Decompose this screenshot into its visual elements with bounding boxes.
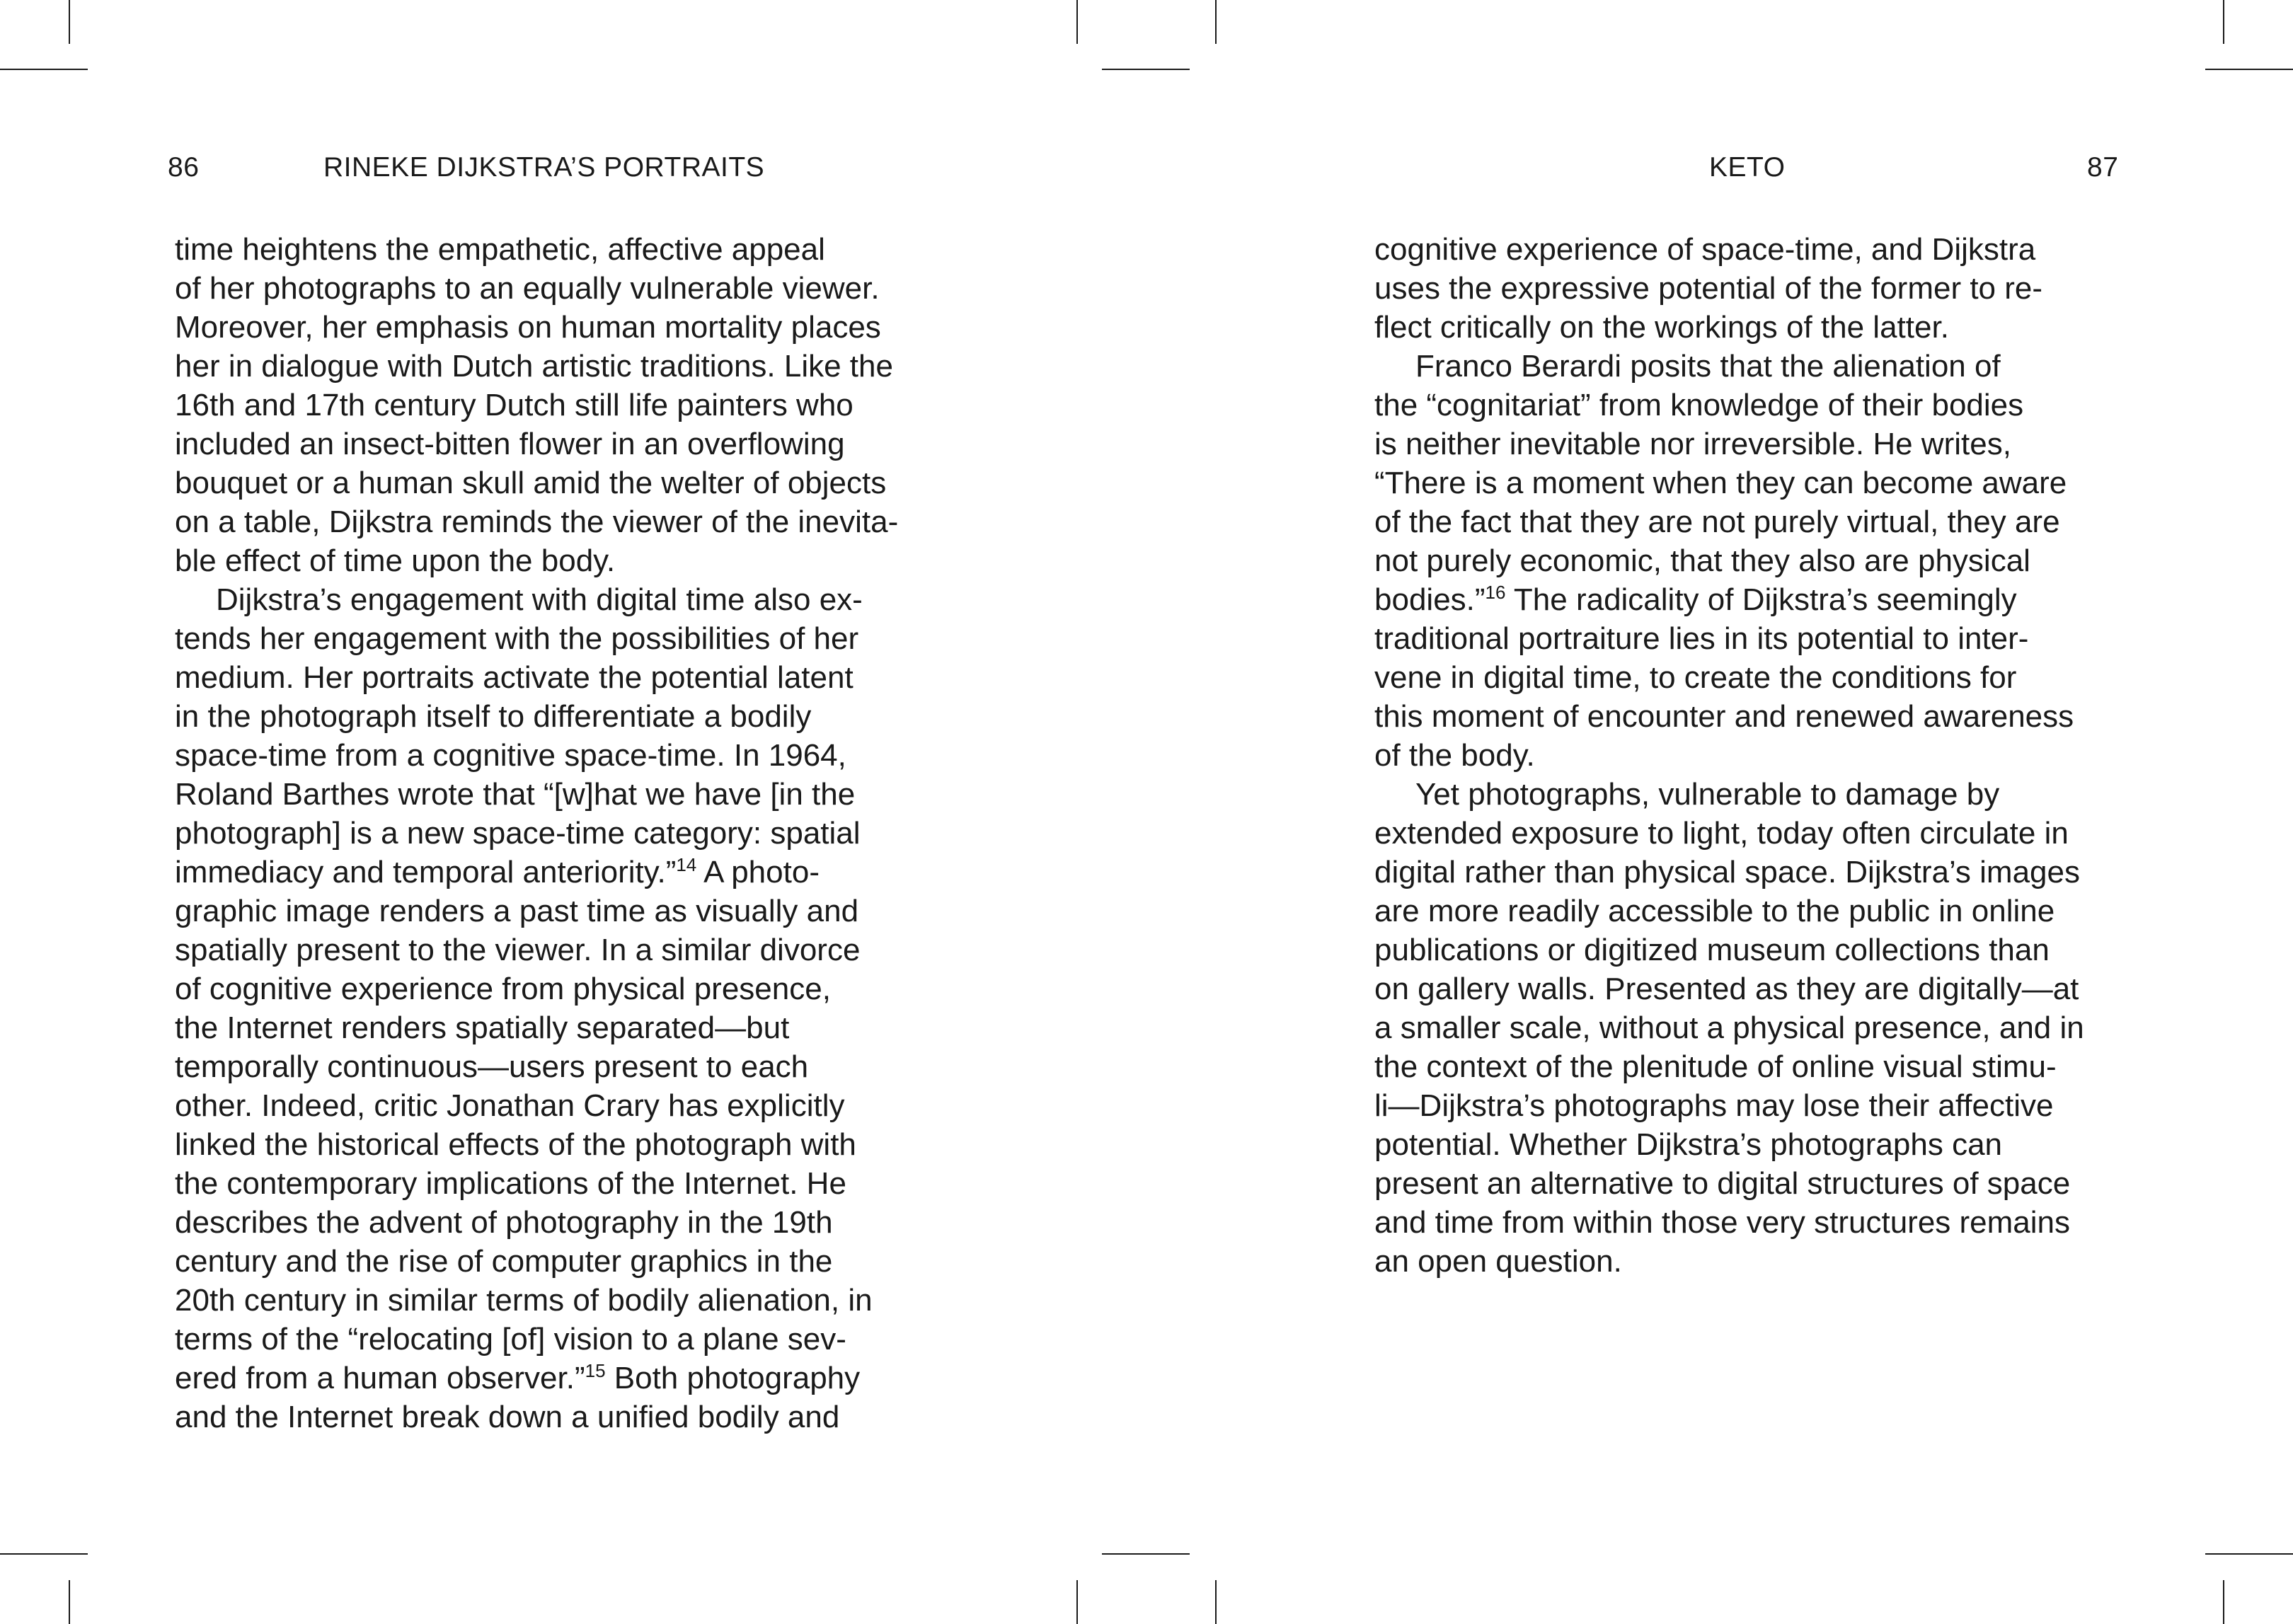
text-line xyxy=(175,853,932,892)
text-line-content: is neither inevitable nor irreversible. He writes, xyxy=(1374,427,2011,461)
text-line xyxy=(175,619,932,658)
text-line-content: ered from a human observer.” xyxy=(175,1361,585,1395)
text-line-content: in the photograph itself to differentiate a bodily xyxy=(175,699,812,734)
text-line-content: are more readily accessible to the public in online xyxy=(1374,894,2055,928)
text-line xyxy=(175,308,932,347)
text-line-content: the “cognitariat” from knowledge of their bodies xyxy=(1374,388,2024,422)
text-line xyxy=(1374,347,2132,386)
text-line xyxy=(1374,269,2132,308)
text-line-content: potential. Whether Dijkstra’s photographs can xyxy=(1374,1127,2003,1162)
text-line-content: space-time from a cognitive space-time. In 1964, xyxy=(175,738,846,773)
text-line xyxy=(175,1398,932,1436)
text-line-continuation: The radicality of Dijkstra’s seemingly xyxy=(1505,582,2017,617)
text-line-content: spatially present to the viewer. In a similar divorce xyxy=(175,933,861,967)
text-line xyxy=(175,502,932,541)
crop-mark xyxy=(1215,0,1217,44)
text-line-continuation: Both photography xyxy=(605,1361,861,1395)
footnote-reference: 15 xyxy=(585,1360,606,1381)
crop-mark xyxy=(1076,0,1078,44)
text-line xyxy=(175,1320,932,1359)
text-line-content: temporally continuous—users present to each xyxy=(175,1049,809,1084)
text-line-content: Moreover, her emphasis on human mortality places xyxy=(175,310,881,345)
text-line-content: uses the expressive potential of the former to re- xyxy=(1374,271,2043,306)
text-line xyxy=(1374,1125,2132,1164)
text-line xyxy=(175,1281,932,1320)
text-line xyxy=(175,541,932,580)
text-line-content: the context of the plenitude of online visual stimu- xyxy=(1374,1049,2057,1084)
text-line-content: “There is a moment when they can become aware xyxy=(1374,466,2067,500)
text-line-content: bouquet or a human skull amid the welter of objects xyxy=(175,466,887,500)
text-line-content: Roland Barthes wrote that “[w]hat we have [in the xyxy=(175,777,856,812)
text-line xyxy=(175,1047,932,1086)
text-line-continuation: A photo- xyxy=(696,855,820,889)
crop-mark xyxy=(0,69,88,70)
text-line-content: terms of the “relocating [of] vision to a plane sev- xyxy=(175,1322,846,1357)
text-line xyxy=(175,814,932,853)
text-line-content: photograph] is a new space-time category: spatial xyxy=(175,816,861,851)
crop-mark xyxy=(2205,1553,2293,1555)
text-line-content: li—Dijkstra’s photographs may lose their affective xyxy=(1374,1088,2054,1123)
crop-mark xyxy=(69,1580,70,1624)
crop-mark xyxy=(69,0,70,44)
text-line xyxy=(175,1242,932,1281)
text-line xyxy=(1374,230,2132,269)
text-line-content: this moment of encounter and renewed awareness xyxy=(1374,699,2074,734)
text-line xyxy=(1374,425,2132,463)
text-line-content: century and the rise of computer graphics in the xyxy=(175,1244,833,1279)
text-line xyxy=(1374,386,2132,425)
text-line-content: publications or digitized museum collections than xyxy=(1374,933,2050,967)
text-line-content: 20th century in similar terms of bodily alienation, in xyxy=(175,1283,873,1318)
text-line xyxy=(175,425,932,463)
text-line xyxy=(175,969,932,1008)
left-page-text xyxy=(175,230,932,1436)
text-line xyxy=(175,1086,932,1125)
text-line xyxy=(175,775,932,814)
right-page-text xyxy=(1374,230,2132,1281)
footnote-reference: 16 xyxy=(1485,582,1506,603)
text-line-content: vene in digital time, to create the conditions for xyxy=(1374,660,2017,695)
right-page-number: 87 xyxy=(2087,152,2119,183)
text-line xyxy=(1374,814,2132,853)
text-line xyxy=(175,736,932,775)
text-line xyxy=(1374,541,2132,580)
text-line xyxy=(1374,658,2132,697)
text-line xyxy=(1374,775,2132,814)
text-line xyxy=(1374,619,2132,658)
text-line-content: bodies.” xyxy=(1374,582,1485,617)
text-line xyxy=(1374,1242,2132,1281)
text-line-content: her in dialogue with Dutch artistic traditions. Like the xyxy=(175,349,893,384)
text-line-content: graphic image renders a past time as visually and xyxy=(175,894,859,928)
text-line xyxy=(1374,1164,2132,1203)
text-line xyxy=(1374,463,2132,502)
text-line-content: ble effect of time upon the body. xyxy=(175,543,616,578)
crop-mark xyxy=(2223,0,2224,44)
text-line xyxy=(175,1203,932,1242)
crop-mark xyxy=(2223,1580,2224,1624)
text-line xyxy=(1374,892,2132,931)
text-line xyxy=(175,658,932,697)
crop-mark xyxy=(1102,1553,1190,1555)
text-line-content: other. Indeed, critic Jonathan Crary has explicitly xyxy=(175,1088,845,1123)
text-line xyxy=(1374,931,2132,969)
text-line-content: extended exposure to light, today often circulate in xyxy=(1374,816,2069,851)
text-line-content: linked the historical effects of the photograph with xyxy=(175,1127,856,1162)
text-line-content: medium. Her portraits activate the potential latent xyxy=(175,660,854,695)
text-line xyxy=(175,1164,932,1203)
text-line xyxy=(1374,580,2132,619)
crop-mark xyxy=(1215,1580,1217,1624)
text-line xyxy=(1374,969,2132,1008)
text-line-content: the contemporary implications of the Internet. He xyxy=(175,1166,846,1201)
crop-mark xyxy=(1076,1580,1078,1624)
text-line-content: an open question. xyxy=(1374,1244,1622,1279)
left-running-head: RINEKE DIJKSTRA’S PORTRAITS xyxy=(323,152,765,183)
text-line-content: not purely economic, that they also are physical xyxy=(1374,543,2030,578)
text-line xyxy=(175,269,932,308)
text-line-content: describes the advent of photography in the 19th xyxy=(175,1205,833,1240)
text-line xyxy=(175,230,932,269)
text-line-content: and the Internet break down a unified bodily and xyxy=(175,1400,840,1434)
text-line-content: Yet photographs, vulnerable to damage by xyxy=(1415,777,2000,812)
text-line xyxy=(175,931,932,969)
text-line-content: the Internet renders spatially separated—but xyxy=(175,1010,790,1045)
text-line-content: of her photographs to an equally vulnerable viewer. xyxy=(175,271,880,306)
text-line xyxy=(1374,1086,2132,1125)
text-line xyxy=(1374,1008,2132,1047)
text-line xyxy=(1374,736,2132,775)
text-line-content: present an alternative to digital structures of space xyxy=(1374,1166,2071,1201)
crop-mark xyxy=(2205,69,2293,70)
text-line-content: included an insect-bitten flower in an overflowing xyxy=(175,427,845,461)
text-line-content: on a table, Dijkstra reminds the viewer of the inevita- xyxy=(175,505,899,539)
text-line xyxy=(1374,1203,2132,1242)
text-line xyxy=(1374,308,2132,347)
text-line xyxy=(1374,1047,2132,1086)
text-line-content: flect critically on the workings of the latter. xyxy=(1374,310,1949,345)
right-running-head: KETO xyxy=(1709,152,1786,183)
text-line xyxy=(1374,853,2132,892)
footnote-reference: 14 xyxy=(676,854,697,875)
text-line-content: on gallery walls. Presented as they are digitally—at xyxy=(1374,972,2079,1006)
text-line xyxy=(175,347,932,386)
text-line-content: of the body. xyxy=(1374,738,1535,773)
text-line-content: cognitive experience of space-time, and Dijkstra xyxy=(1374,232,2036,267)
text-line xyxy=(175,580,932,619)
text-line xyxy=(175,697,932,736)
text-line-content: 16th and 17th century Dutch still life painters who xyxy=(175,388,854,422)
text-line-content: a smaller scale, without a physical presence, and in xyxy=(1374,1010,2084,1045)
text-line-content: digital rather than physical space. Dijkstra’s images xyxy=(1374,855,2080,889)
text-line xyxy=(175,892,932,931)
text-line-content: of the fact that they are not purely virtual, they are xyxy=(1374,505,2060,539)
text-line-content: immediacy and temporal anteriority.” xyxy=(175,855,677,889)
crop-mark xyxy=(0,1553,88,1555)
text-line-content: Franco Berardi posits that the alienation of xyxy=(1415,349,2001,384)
text-line-content: and time from within those very structures remains xyxy=(1374,1205,2071,1240)
text-line xyxy=(175,1125,932,1164)
text-line-content: traditional portraiture lies in its potential to inter- xyxy=(1374,621,2029,656)
text-line-content: tends her engagement with the possibilities of her xyxy=(175,621,859,656)
left-page-number: 86 xyxy=(168,152,200,183)
text-line xyxy=(175,1359,932,1398)
text-line-content: time heightens the empathetic, affective appeal xyxy=(175,232,825,267)
text-line xyxy=(1374,697,2132,736)
text-line-content: of cognitive experience from physical presence, xyxy=(175,972,831,1006)
text-line-content: Dijkstra’s engagement with digital time also ex- xyxy=(216,582,863,617)
text-line xyxy=(1374,502,2132,541)
text-line xyxy=(175,386,932,425)
text-line xyxy=(175,463,932,502)
crop-mark xyxy=(1102,69,1190,70)
text-line xyxy=(175,1008,932,1047)
